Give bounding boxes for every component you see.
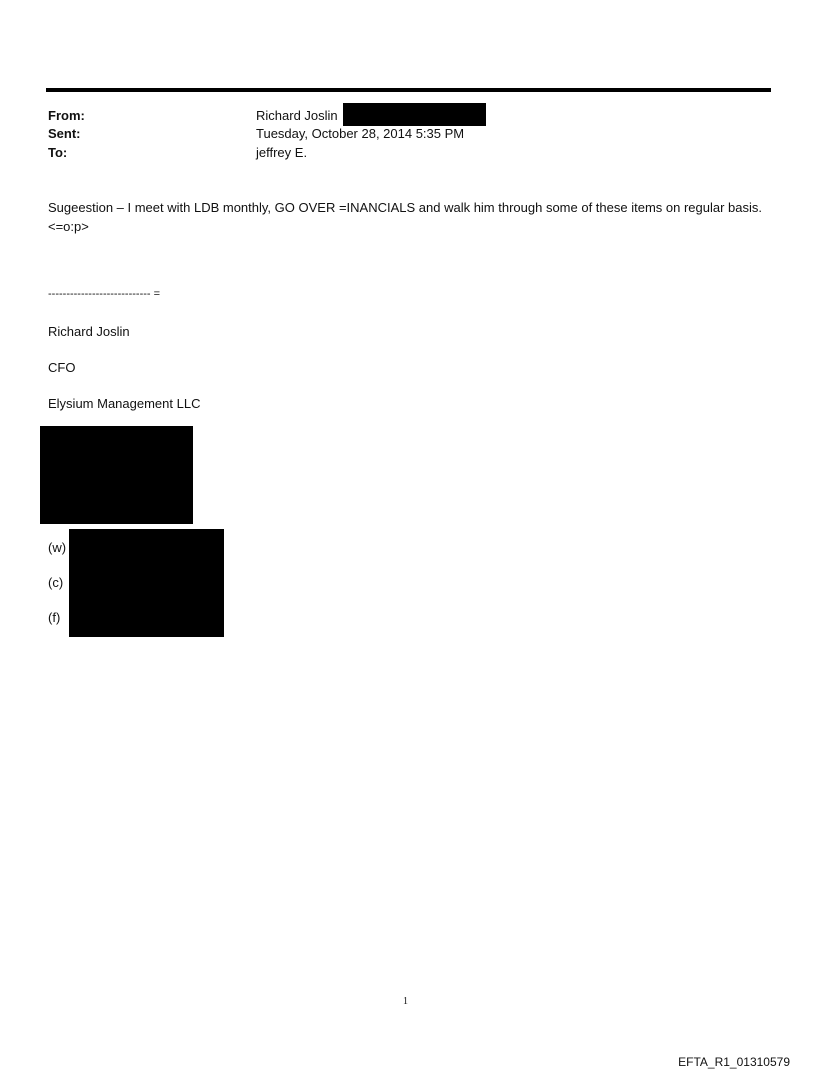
signature-company: Elysium Management LLC — [48, 396, 201, 411]
to-value: jeffrey E. — [256, 145, 308, 160]
sent-value: Tuesday, October 28, 2014 5:35 PM — [256, 126, 465, 141]
email-body: Sugeestion – I meet with LDB monthly, GO OVER =INANCIALS and walk him through some of these items on regular basis.<=o:p> — [48, 200, 763, 234]
header-rule — [46, 88, 771, 92]
redaction-address — [40, 426, 193, 524]
document-id: EFTA_R1_01310579 — [678, 1055, 790, 1069]
redaction-phones — [69, 529, 224, 637]
signature-title: CFO — [48, 360, 76, 375]
signature-separator: ---------------------------- = — [48, 288, 161, 300]
signature-name: Richard Joslin — [48, 324, 130, 339]
redaction-from-email — [343, 103, 486, 126]
from-label: From: — [48, 108, 85, 123]
phone-c-label: (c) — [48, 575, 64, 590]
to-label: To: — [48, 145, 68, 160]
phone-w-label: (w) — [48, 540, 67, 555]
sent-label: Sent: — [48, 126, 81, 141]
phone-f-label: (f) — [48, 610, 61, 625]
from-value: Richard Joslin — [256, 108, 338, 123]
page-number: 1 — [403, 996, 408, 1007]
